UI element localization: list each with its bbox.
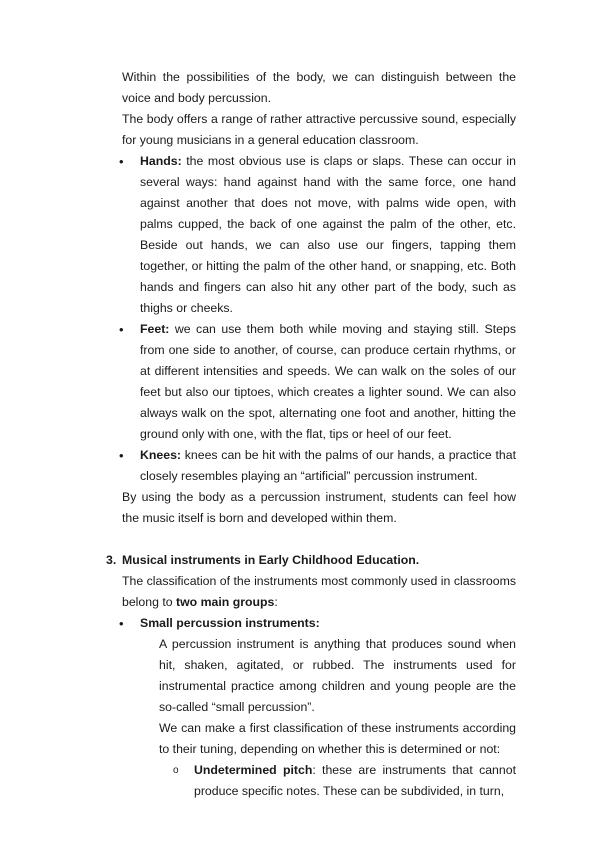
- term-undetermined-pitch: Undetermined pitch: [194, 763, 313, 777]
- groups-list: [122, 613, 516, 634]
- intro-paragraph-2: The body offers a range of rather attractive percussive sound, especially for young musicians in a general education classroom.: [122, 112, 516, 147]
- list-item-knees: [122, 445, 516, 487]
- section-number: 3.: [106, 553, 117, 567]
- section-spacer: [122, 529, 516, 550]
- section-intro: [122, 571, 516, 613]
- term-hands: Hands:: [140, 154, 182, 168]
- list-item-undetermined-pitch: [159, 760, 516, 802]
- group1-paragraph-1: A percussion instrument is anything that produces sound when hit, shaken, agitated, or rubbed. The instruments used for instrumental practice among children and young people are the so-called “small percussion”.: [159, 637, 516, 714]
- section-3: [106, 550, 516, 802]
- term-feet: Feet:: [140, 322, 170, 336]
- feet-text: we can use them both while moving and staying still. Steps from one side to another, of course, can produce certain rhythms, or at different intensities and speeds. We can walk on the soles of our feet but also our tiptoes, which creates a lighter sound. We can also always walk on the spot, alternating one foot and another, hitting the ground only with one, with the flat, tips or heel of our feet.: [140, 322, 516, 441]
- body-parts-list: [122, 151, 516, 487]
- section-intro-b: :: [274, 595, 278, 609]
- section-intro-a: The classification of the instruments most commonly used in classrooms belong to: [122, 574, 516, 609]
- pitch-list: [122, 760, 516, 802]
- list-item-hands: [122, 151, 516, 319]
- conclusion-paragraph: By using the body as a percussion instrument, students can feel how the music itself is born and developed within them.: [122, 490, 516, 525]
- list-item-feet: [122, 319, 516, 445]
- intro-paragraph-1: Within the possibilities of the body, we can distinguish between the voice and body percussion.: [122, 70, 516, 105]
- knees-text: knees can be hit with the palms of our hands, a practice that closely resembles playing an “artificial” percussion instrument.: [140, 448, 516, 483]
- group1-paragraph-2: We can make a first classification of these instruments according to their tuning, depending on whether this is determined or not:: [159, 721, 516, 756]
- section-intro-bold: two main groups: [176, 595, 275, 609]
- group1-title: Small percussion instruments:: [140, 616, 320, 630]
- hands-text: the most obvious use is claps or slaps. These can occur in several ways: hand against hand with the same force, one hand against another that does not move, with palms wide open, with palms cupped, the back of one against the palm of the other, etc. Beside out hands, we can also use our fingers, tapping them together, or hitting the palm of the other hand, or snapping, etc. Both hands and fingers can also hit any other part of the body, such as thighs or cheeks.: [140, 154, 516, 315]
- list-item-small-percussion: [122, 613, 516, 634]
- undetermined-pitch-text: : these are instruments that cannot produce specific notes. These can be subdivided, in turn,: [194, 763, 516, 798]
- term-knees: Knees:: [140, 448, 182, 462]
- section-title: Musical instruments in Early Childhood Education.: [122, 553, 420, 567]
